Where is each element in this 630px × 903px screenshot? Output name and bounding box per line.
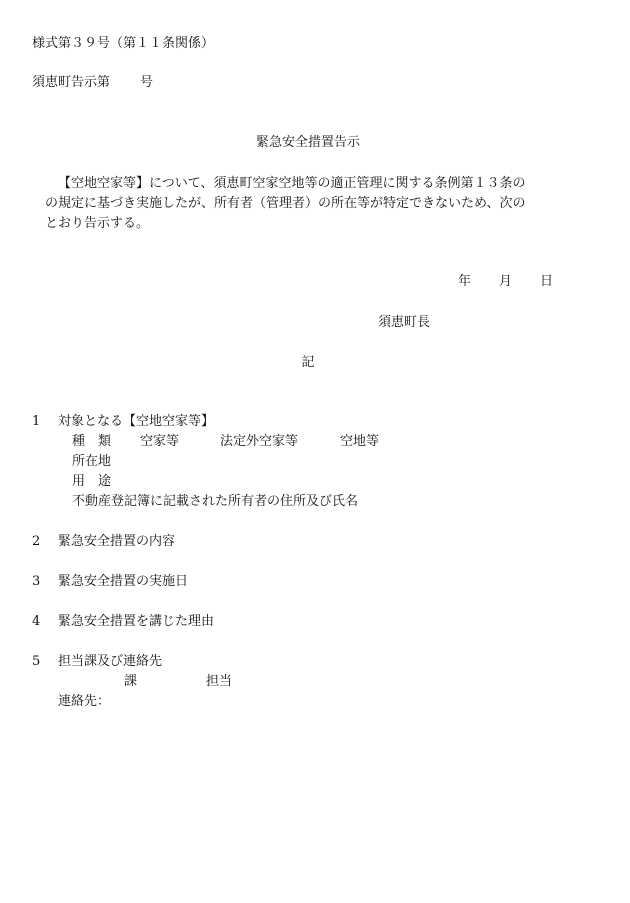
ki-marker: 記: [301, 355, 315, 370]
section-1: [32, 413, 214, 430]
section-number: 1: [32, 414, 41, 429]
section-5: [32, 653, 162, 670]
section-title: 担当課及び連絡先: [58, 654, 163, 669]
section-title: 対象となる【空地空家等】: [58, 414, 215, 429]
type-option-non-statutory-vacant-house: 法定外空家等: [220, 434, 299, 449]
section-number: 4: [32, 614, 41, 629]
section-number: 5: [32, 654, 41, 669]
person-in-charge-label: 担当: [206, 674, 233, 689]
section-number: 3: [32, 574, 41, 589]
use-row: 用 途: [72, 474, 112, 489]
owner-row: 不動産登記簿に記載された所有者の住所及び氏名: [72, 494, 359, 509]
department-row: [124, 673, 232, 690]
issuer: 須恵町長: [378, 315, 431, 330]
form-number: 様式第３９号（第１１条関係）: [32, 36, 215, 51]
preamble-line-1: 【空地空家等】について、須恵町空家空地等の適正管理に関する条例第１３条の: [58, 176, 526, 191]
type-label: 種 類: [72, 434, 112, 449]
section-number: 2: [32, 534, 41, 549]
notice-number: [32, 74, 153, 91]
section-3: [32, 573, 188, 590]
contact-row: 連絡先：: [58, 694, 111, 709]
preamble-line-3: とおり告示する。: [45, 216, 150, 231]
section-title: 緊急安全措置の実施日: [58, 574, 189, 589]
notice-suffix: 号: [140, 75, 154, 90]
section-2: [32, 533, 175, 550]
department-label: 課: [124, 674, 138, 689]
document-title: 緊急安全措置告示: [255, 135, 360, 150]
date-year: 年: [458, 274, 472, 289]
type-row: [72, 433, 379, 450]
section-4: [32, 613, 214, 630]
type-option-vacant-house: 空家等: [140, 434, 180, 449]
preamble-line-2: の規定に基づき実施したが、所有者（管理者）の所在等が特定できないため、次の: [45, 196, 526, 211]
section-title: 緊急安全措置を講じた理由: [58, 614, 215, 629]
date-line: [458, 273, 553, 290]
notice-prefix: 須恵町告示第: [32, 75, 111, 90]
section-title: 緊急安全措置の内容: [58, 534, 176, 549]
preamble: [32, 174, 548, 234]
location-row: 所在地: [72, 454, 112, 469]
date-day: 日: [540, 274, 554, 289]
date-month: 月: [499, 274, 513, 289]
type-option-vacant-land: 空地等: [340, 434, 380, 449]
